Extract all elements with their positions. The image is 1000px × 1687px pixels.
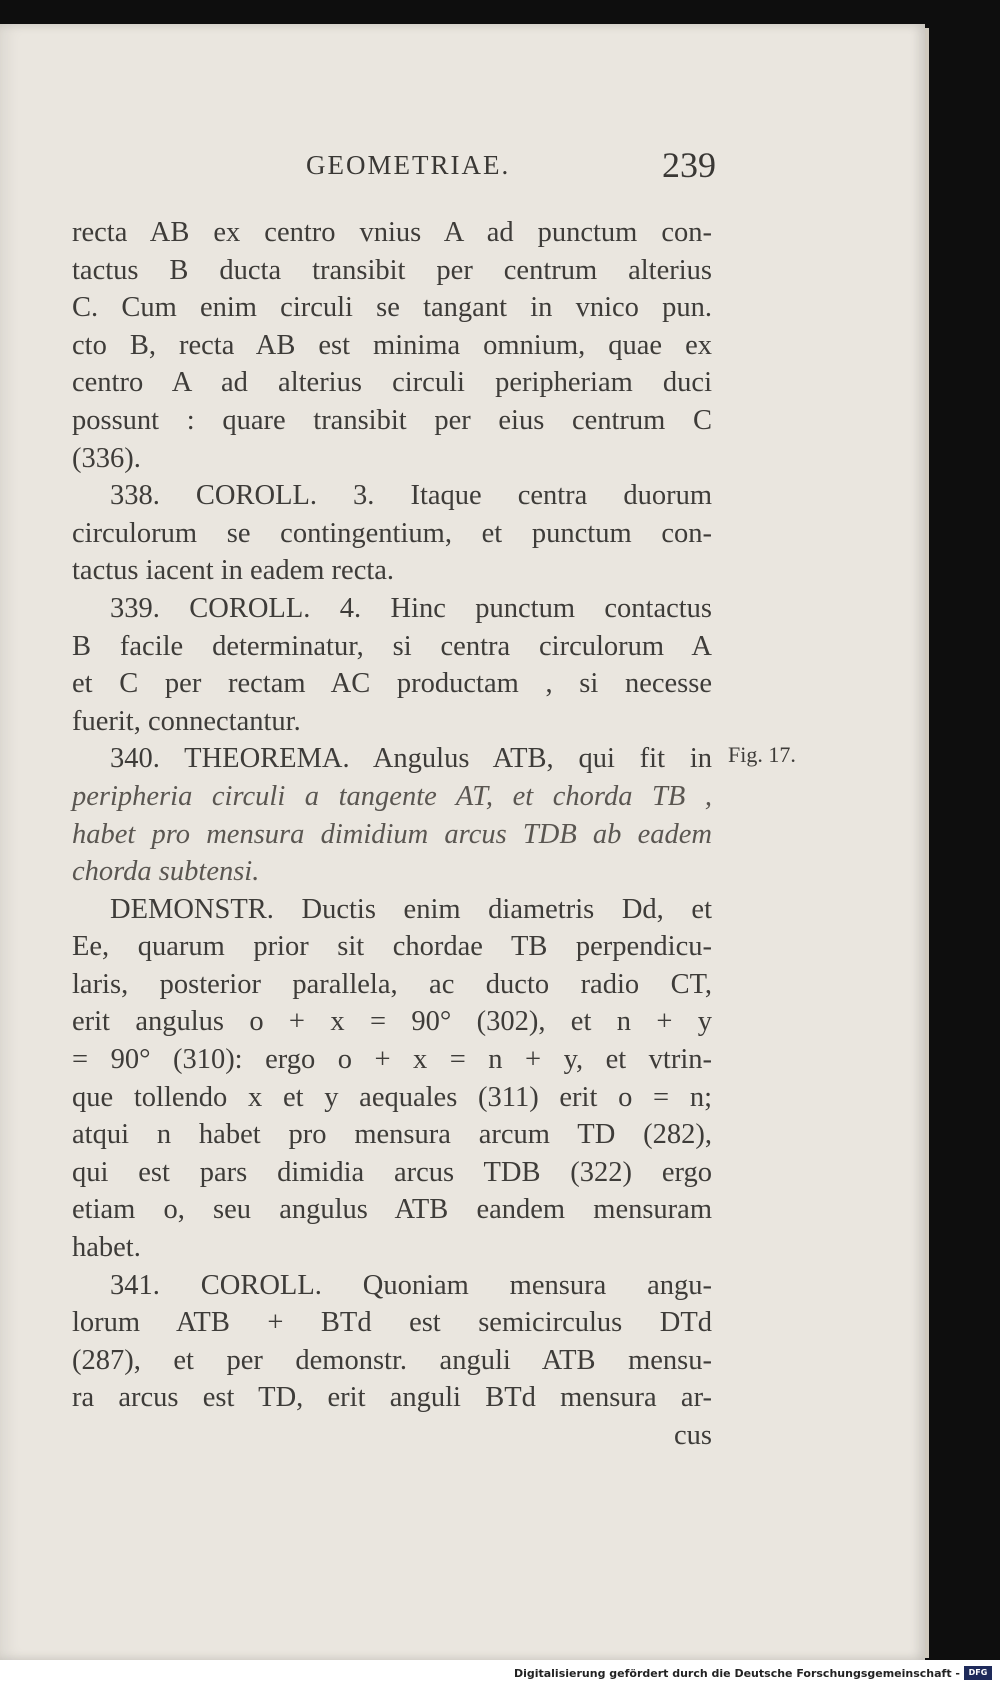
text-line: chorda subtensi.	[72, 856, 260, 888]
text-line: circulorum se contingentium, et punctum con-	[72, 517, 712, 549]
text-line: 341. COROLL. Quoniam mensura angu-	[110, 1269, 712, 1301]
text-line: erit angulus o + x = 90° (302), et n + y	[72, 1006, 712, 1038]
text-line: tactus B ducta transibit per centrum alterius	[72, 254, 712, 286]
dfg-logo: DFG	[964, 1666, 992, 1680]
text-line: B facile determinatur, si centra circulorum A	[72, 630, 712, 662]
text-line: peripheria circuli a tangente AT, et chorda TB ,	[72, 780, 712, 812]
text-line: 338. COROLL. 3. Itaque centra duorum	[110, 480, 712, 512]
text-line: atqui n habet pro mensura arcum TD (282),	[72, 1119, 712, 1151]
text-line: fuerit, connectantur.	[72, 705, 301, 737]
text-line: = 90° (310): ergo o + x = n + y, et vtrin-	[72, 1044, 712, 1076]
text-line: Ee, quarum prior sit chordae TB perpendicu-	[72, 931, 712, 963]
text-line: et C per rectam AC productam , si necesse	[72, 668, 712, 700]
text-line: (287), et per demonstr. anguli ATB mensu-	[72, 1344, 712, 1376]
page-edge	[925, 28, 929, 1658]
text-line: 339. COROLL. 4. Hinc punctum contactus	[110, 592, 712, 624]
text-line: recta AB ex centro vnius A ad punctum con-	[72, 217, 712, 248]
margin-note-figure-ref: Fig. 17.	[728, 742, 796, 767]
page-header	[0, 144, 925, 194]
text-line: qui est pars dimidia arcus TDB (322) ergo	[72, 1156, 712, 1188]
text-line: 340. THEOREMA. Angulus ATB, qui fit in	[110, 743, 712, 775]
text-line: habet pro mensura dimidium arcus TDB ab eadem	[72, 818, 712, 850]
footer-credit: Digitalisierung gefördert durch die Deutsche Forschungsgemeinschaft -	[513, 1667, 960, 1680]
text-line: ra arcus est TD, erit anguli BTd mensura ar-	[72, 1382, 712, 1414]
text-line: lorum ATB + BTd est semicirculus DTd	[72, 1307, 712, 1339]
book-page	[0, 24, 925, 1660]
text-line: habet.	[72, 1232, 141, 1264]
page-number: 239	[662, 145, 716, 185]
footer-bar	[0, 1660, 1000, 1687]
text-line: tactus iacent in eadem recta.	[72, 555, 395, 587]
text-line: etiam o, seu angulus ATB eandem mensuram	[72, 1194, 712, 1226]
text-line: cus	[674, 1420, 712, 1451]
text-line: cto B, recta AB est minima omnium, quae ex	[72, 329, 712, 361]
text-line: DEMONSTR. Ductis enim diametris Dd, et	[110, 893, 712, 925]
running-head: GEOMETRIAE.	[306, 150, 511, 180]
text-line: possunt : quare transibit per eius centrum C	[72, 404, 712, 436]
text-line: (336).	[72, 442, 141, 474]
text-line: laris, posterior parallela, ac ducto radio CT,	[72, 968, 712, 1000]
text-line: C. Cum enim circuli se tangant in vnico pun.	[72, 292, 712, 324]
body-text	[72, 214, 712, 1455]
text-line: centro A ad alterius circuli peripheriam duci	[72, 367, 712, 399]
text-line: que tollendo x et y aequales (311) erit o = n;	[72, 1081, 712, 1113]
